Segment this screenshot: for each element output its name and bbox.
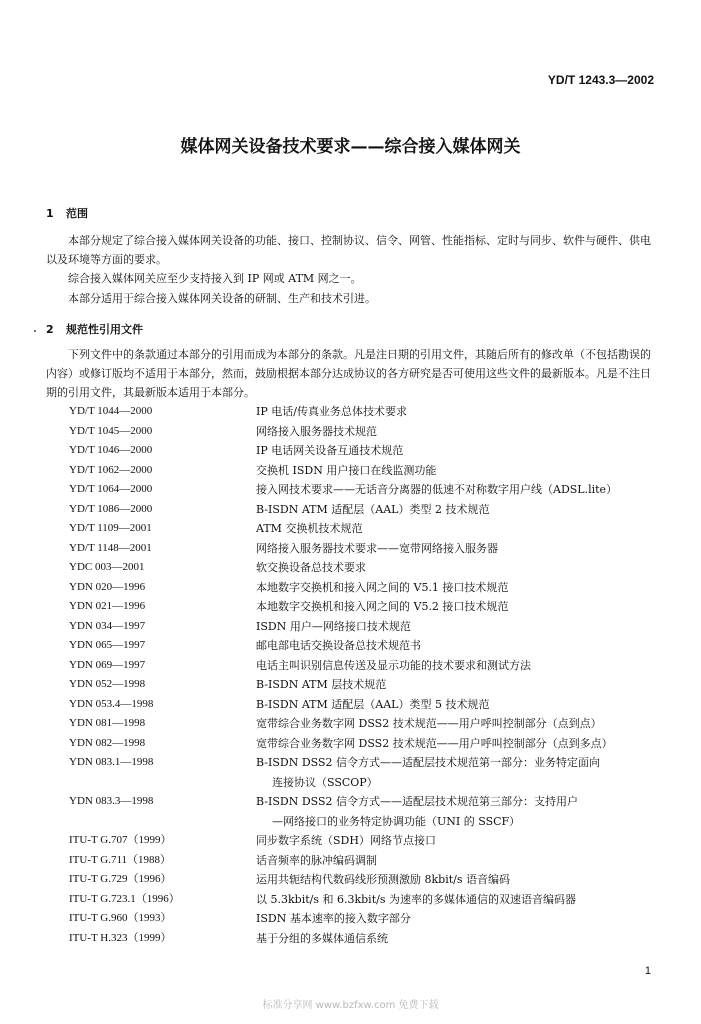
standard-number: YD/T 1243.3—2002: [547, 73, 654, 87]
section-title: 范围: [66, 207, 88, 220]
reference-title: B-ISDN ATM 适配层（AAL）类型 5 技术规范: [256, 697, 490, 711]
reference-code: ITU-T G.707（1999）: [69, 834, 172, 846]
reference-code: YDN 081—1998: [69, 717, 146, 729]
reference-code: YD/T 1045—2000: [69, 424, 153, 437]
reference-title: 交换机 ISDN 用户接口在线监测功能: [256, 463, 437, 477]
reference-item: [69, 617, 669, 637]
reference-title-line-1: B-ISDN DSS2 信令方式——适配层技术规范第一部分：业务特定面向: [256, 756, 601, 769]
reference-code: YD/T 1148—2001: [69, 541, 152, 554]
reference-title: B-ISDN ATM 层技术规范: [256, 678, 387, 691]
reference-item: [69, 402, 669, 422]
reference-title: 网络接入服务器技术规范: [256, 424, 377, 438]
section-1-heading: [46, 205, 88, 221]
normative-references-intro: 下列文件中的条款通过本部分的引用而成为本部分的条款。凡是注日期的引用文件，其随后所有的修改单（不包括勘误的内容）或修订版均不适用于本部分，然而，鼓励根据本部分达成协议的各方研究是否可使用这些文件的最新版本。凡是不注日期的引用文件，其最新版本适用于本部分。: [46, 348, 651, 399]
reference-code: ITU-T G.960（1993）: [69, 912, 172, 924]
reference-code: YDN 021—1996: [69, 600, 146, 612]
reference-title: 运用共轭结构代数码线形预测激励 8kbit/s 语音编码: [256, 873, 510, 886]
reference-item: [69, 851, 669, 871]
reference-code: YDN 082—1998: [69, 736, 146, 749]
reference-title: 电话主叫识别信息传送及显示功能的技术要求和测试方法: [256, 658, 531, 672]
reference-item: [69, 461, 669, 481]
reference-title: 基于分组的多媒体通信系统: [256, 931, 388, 945]
reference-item: [69, 870, 669, 890]
reference-code: ITU-T G.711（1988）: [69, 853, 172, 866]
reference-title: ATM 交换机技术规范: [256, 522, 363, 535]
reference-code: YD/T 1086—2000: [69, 502, 153, 515]
reference-item: [69, 500, 669, 520]
section-title: 规范性引用文件: [66, 323, 143, 336]
reference-item: [69, 422, 669, 442]
reference-item: [69, 597, 669, 617]
reference-code: ITU-T G.723.1（1996）: [69, 892, 180, 905]
reference-title: 本地数字交换机和接入网之间的 V5.2 接口技术规范: [256, 600, 509, 613]
reference-code: YDN 053.4—1998: [69, 697, 154, 710]
reference-item: [69, 734, 669, 754]
reference-title-line-2: 连接协议（SSCOP）: [272, 775, 378, 789]
reference-code: YDN 034—1997: [69, 619, 146, 632]
reference-item: [69, 519, 669, 539]
reference-title: 话音频率的脉冲编码调制: [256, 853, 377, 867]
reference-item: [69, 695, 669, 715]
reference-title: ISDN 基本速率的接入数字部分: [256, 912, 411, 925]
reference-code: YD/T 1109—2001: [69, 522, 152, 534]
scope-paragraph-3: 本部分适用于综合接入媒体网关设备的研制、生产和技术引进。: [68, 292, 376, 305]
reference-title: 宽带综合业务数字网 DSS2 技术规范——用户呼叫控制部分（点到点）: [256, 717, 602, 730]
reference-code: YD/T 1062—2000: [69, 463, 153, 476]
reference-title: 接入网技术要求——无话音分离器的低速不对称数字用户线（ADSL.lite）: [256, 483, 618, 496]
reference-item: [69, 675, 669, 695]
reference-item: [69, 480, 669, 500]
reference-title: 宽带综合业务数字网 DSS2 技术规范——用户呼叫控制部分（点到多点）: [256, 736, 613, 750]
reference-title: [256, 753, 656, 792]
watermark: 标准分享网 www.bzfxw.com 免费下载: [262, 1000, 439, 1011]
reference-code: YDN 083.3—1998: [69, 795, 154, 807]
scope-paragraph-1: 本部分规定了综合接入媒体网关设备的功能、接口、控制协议、信令、网管、性能指标、定时与同步、软件与硬件、供电以及环境等方面的要求。: [46, 234, 651, 266]
reference-title: 同步数字系统（SDH）网络节点接口: [256, 834, 436, 847]
reference-item: [69, 831, 669, 851]
reference-item: [69, 792, 669, 831]
reference-code: YDN 065—1997: [69, 639, 146, 651]
reference-code: YDC 003—2001: [69, 561, 145, 573]
reference-item: [69, 558, 669, 578]
reference-title: B-ISDN ATM 适配层（AAL）类型 2 技术规范: [256, 502, 490, 516]
reference-code: YD/T 1046—2000: [69, 444, 153, 456]
reference-item: [69, 929, 669, 949]
reference-item: [69, 636, 669, 656]
reference-title-line-2: —网络接口的业务特定协调功能（UNI 的 SSCF）: [272, 814, 521, 828]
reference-item: [69, 909, 669, 929]
reference-code: YDN 020—1996: [69, 580, 146, 593]
reference-title: 网络接入服务器技术要求——宽带网络接入服务器: [256, 541, 498, 555]
reference-item: [69, 890, 669, 910]
reference-code: YD/T 1044—2000: [69, 405, 153, 417]
scan-speck: [34, 330, 36, 332]
reference-code: YDN 083.1—1998: [69, 756, 154, 768]
reference-code: YDN 069—1997: [69, 658, 146, 671]
reference-title: 以 5.3kbit/s 和 6.3kbit/s 为速率的多媒体通信的双速语音编码器: [256, 892, 576, 906]
reference-title: 邮电部电话交换设备总技术规范书: [256, 639, 421, 652]
section-number: 1: [46, 207, 54, 220]
section-2-heading: [46, 321, 143, 337]
page-number: 1: [644, 965, 651, 977]
reference-title: IP 电话网关设备互通技术规范: [256, 444, 404, 457]
reference-title: IP 电话/传真业务总体技术要求: [256, 405, 407, 418]
reference-item: [69, 578, 669, 598]
reference-list: [69, 402, 669, 948]
scope-paragraph-2: 综合接入媒体网关应至少支持接入到 IP 网或 ATM 网之一。: [68, 272, 362, 285]
reference-item: [69, 714, 669, 734]
reference-title: [256, 792, 656, 831]
reference-item: [69, 441, 669, 461]
reference-title-line-1: B-ISDN DSS2 信令方式——适配层技术规范第三部分：支持用户: [256, 795, 579, 808]
reference-item: [69, 753, 669, 792]
document-title: 媒体网关设备技术要求——综合接入媒体网关: [180, 137, 521, 157]
reference-code: ITU-T G.729（1996）: [69, 873, 172, 885]
reference-item: [69, 539, 669, 559]
section-number: 2: [46, 323, 54, 336]
reference-code: YD/T 1064—2000: [69, 483, 153, 495]
reference-title: 软交换设备总技术要求: [256, 561, 366, 574]
reference-code: YDN 052—1998: [69, 678, 146, 690]
reference-title: ISDN 用户—网络接口技术规范: [256, 619, 411, 633]
reference-code: ITU-T H.323（1999）: [69, 931, 172, 944]
reference-title: 本地数字交换机和接入网之间的 V5.1 接口技术规范: [256, 580, 509, 594]
reference-item: [69, 656, 669, 676]
